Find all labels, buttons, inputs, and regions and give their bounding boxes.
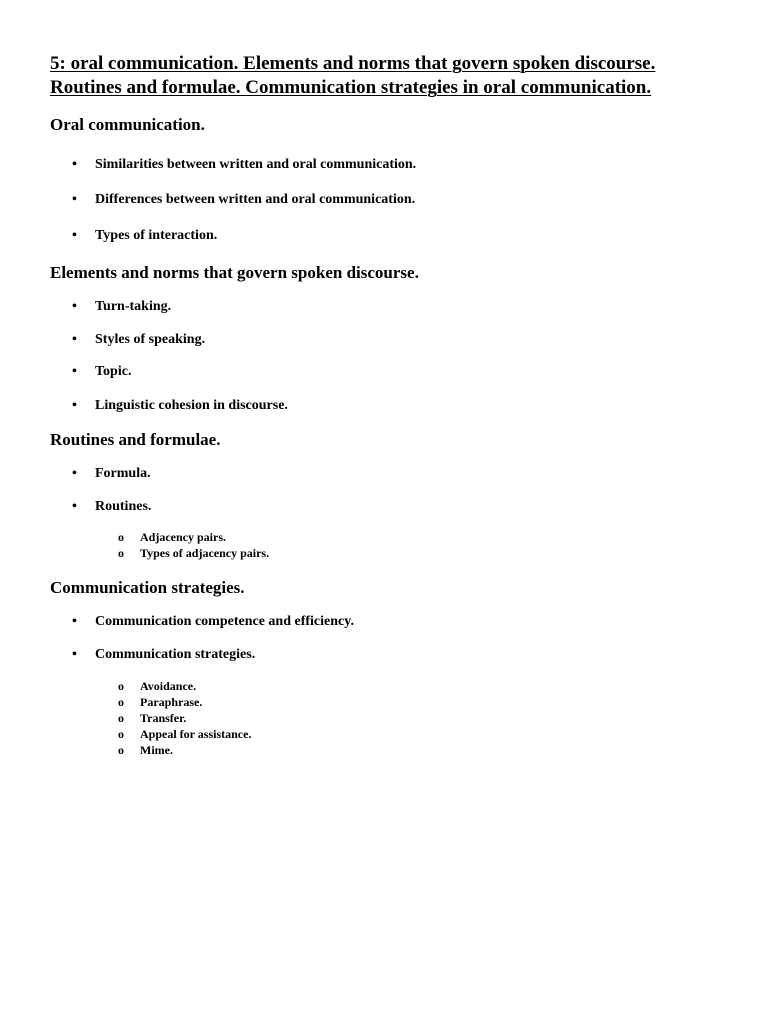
list-item (72, 298, 171, 316)
list-item (72, 498, 151, 516)
sub-list-item (118, 710, 186, 726)
bullet-icon: • (72, 299, 77, 314)
sub-list-item-label: Mime. (140, 743, 173, 757)
sub-list-item (118, 694, 202, 710)
list-item (72, 397, 288, 415)
circle-bullet-icon: o (118, 743, 124, 757)
sub-list-item (118, 726, 251, 742)
list-item-label: Communication competence and efficiency. (95, 614, 354, 629)
list-item-label: Styles of speaking. (95, 332, 206, 347)
sub-list-item (118, 742, 173, 758)
section-heading-oral-communication: Oral communication. (50, 115, 205, 134)
circle-bullet-icon: o (118, 711, 124, 725)
sub-list-item (118, 678, 196, 694)
list-item-label: Routines. (95, 499, 152, 514)
list-item (72, 331, 205, 349)
circle-bullet-icon: o (118, 546, 124, 560)
sub-list-item-label: Avoidance. (140, 679, 197, 693)
list-item-label: Differences between written and oral communication. (95, 192, 416, 207)
bullet-icon: • (72, 499, 77, 514)
title-line-2: Routines and formulae. Communication strategies in oral communication. (50, 77, 652, 98)
list-item (72, 465, 151, 483)
sub-list-item-label: Transfer. (140, 711, 187, 725)
list-item-label: Similarities between written and oral communication. (95, 157, 417, 172)
list-item (72, 156, 416, 174)
bullet-icon: • (72, 364, 77, 379)
section-heading-communication-strategies: Communication strategies. (50, 578, 245, 597)
sub-list-item-label: Appeal for assistance. (140, 727, 252, 741)
list-item-label: Types of interaction. (95, 228, 218, 243)
list-item-label: Turn-taking. (95, 299, 172, 314)
list-item (72, 363, 131, 381)
sub-list-item-label: Adjacency pairs. (140, 530, 226, 544)
bullet-icon: • (72, 647, 77, 662)
bullet-icon: • (72, 332, 77, 347)
list-item (72, 613, 354, 631)
document-title (50, 52, 740, 100)
bullet-icon: • (72, 228, 77, 243)
list-item-label: Topic. (95, 364, 132, 379)
bullet-icon: • (72, 192, 77, 207)
title-line-1: 5: oral communication. Elements and norms that govern spoken discourse. (50, 53, 656, 74)
sub-list-item (118, 545, 269, 561)
list-item (72, 646, 255, 664)
list-item-label: Linguistic cohesion in discourse. (95, 398, 288, 413)
sub-list-item-label: Types of adjacency pairs. (140, 546, 270, 560)
bullet-icon: • (72, 614, 77, 629)
list-item-label: Communication strategies. (95, 647, 256, 662)
section-heading-elements-and-norms: Elements and norms that govern spoken discourse. (50, 263, 419, 282)
list-item-label: Formula. (95, 466, 151, 481)
circle-bullet-icon: o (118, 679, 124, 693)
bullet-icon: • (72, 398, 77, 413)
sub-list-item-label: Paraphrase. (140, 695, 203, 709)
circle-bullet-icon: o (118, 727, 124, 741)
sub-list-item (118, 529, 226, 545)
list-item (72, 191, 415, 209)
section-heading-routines-and-formulae: Routines and formulae. (50, 430, 221, 449)
circle-bullet-icon: o (118, 695, 124, 709)
circle-bullet-icon: o (118, 530, 124, 544)
bullet-icon: • (72, 466, 77, 481)
bullet-icon: • (72, 157, 77, 172)
list-item (72, 227, 217, 245)
